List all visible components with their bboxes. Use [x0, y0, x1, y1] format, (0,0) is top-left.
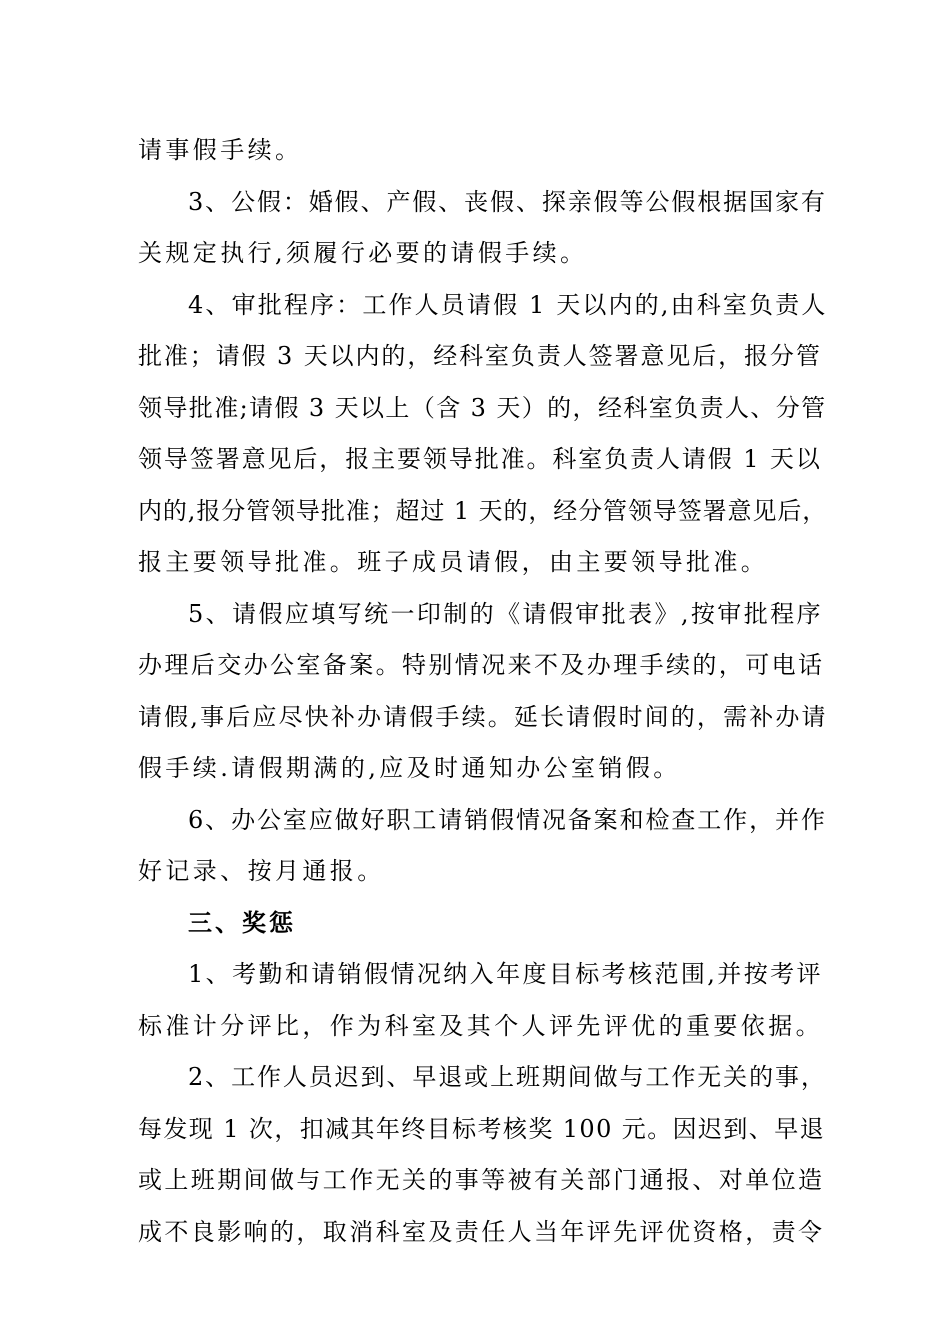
text-line: 批准；请假 3 天以内的，经科室负责人签署意见后，报分管 — [138, 342, 822, 370]
text-line: 或上班期间做与工作无关的事等被有关部门通报、对单位造 — [138, 1166, 825, 1194]
text-line: 好记录、按月通报。 — [138, 857, 385, 885]
text-line: 每发现 1 次，扣减其年终目标考核奖 100 元。因迟到、早退 — [138, 1114, 825, 1143]
section-heading: 三、奖惩 — [188, 907, 296, 937]
text-line: 办理后交办公室备案。特别情况来不及办理手续的，可电话 — [138, 651, 825, 679]
text-line: 请事假手续。 — [138, 136, 303, 164]
text-line: 标准计分评比，作为科室及其个人评先评优的重要依据。 — [138, 1011, 823, 1040]
text-line: 请假,事后应尽快补办请假手续。延长请假时间的，需补办请 — [138, 702, 828, 731]
document-body — [138, 127, 828, 1260]
text-line: 报主要领导批准。班子成员请假，由主要领导批准。 — [138, 548, 769, 576]
text-line: 4、审批程序：工作人员请假 1 天以内的,由科室负责人 — [188, 290, 828, 319]
text-line: 6、办公室应做好职工请销假情况备案和检查工作，并作 — [188, 805, 827, 834]
text-line: 5、请假应填写统一印制的《请假审批表》,按审批程序 — [188, 599, 823, 628]
text-line: 3、公假：婚假、产假、丧假、探亲假等公假根据国家有 — [188, 187, 827, 216]
text-line: 假手续.请假期满的,应及时通知办公室销假。 — [138, 754, 681, 782]
text-line: 领导批准;请假 3 天以上（含 3 天）的，经科室负责人、分管 — [138, 393, 827, 422]
text-line: 领导签署意见后，报主要领导批准。科室负责人请假 1 天以 — [138, 445, 822, 473]
text-line: 成不良影响的，取消科室及责任人当年评先评优资格，责令 — [138, 1217, 825, 1246]
text-line: 2、工作人员迟到、早退或上班期间做与工作无关的事， — [188, 1063, 827, 1091]
text-line: 内的,报分管领导批准；超过 1 天的，经分管领导签署意见后， — [138, 496, 828, 525]
text-line: 1、考勤和请销假情况纳入年度目标考核范围,并按考评 — [188, 960, 823, 988]
text-line: 关规定执行,须履行必要的请假手续。 — [138, 239, 588, 267]
